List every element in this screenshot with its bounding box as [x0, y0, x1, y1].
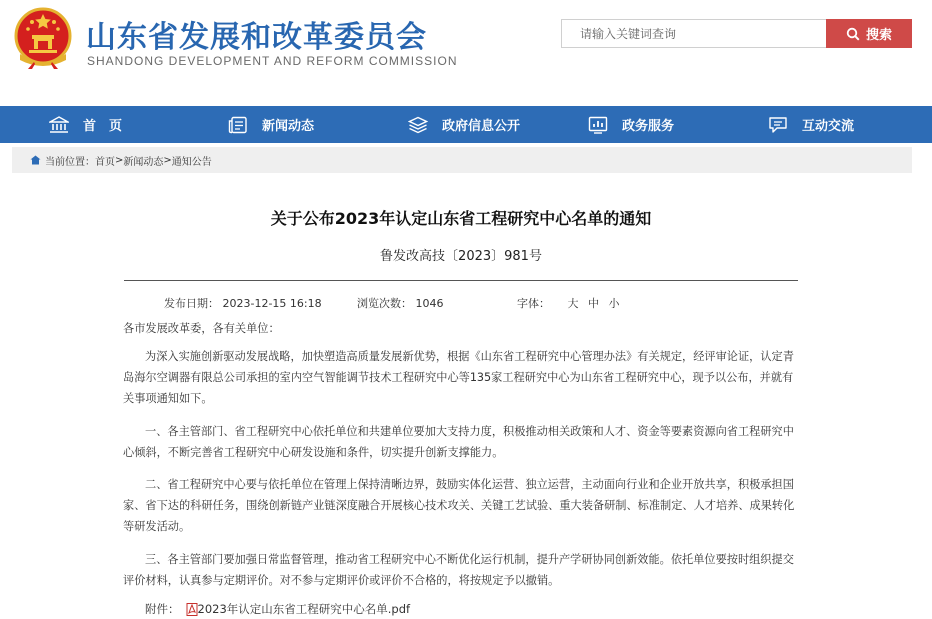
nav-item-services[interactable] — [588, 106, 674, 143]
font-size-small[interactable]: 小 — [608, 297, 620, 310]
doc-number: 鲁发改高技〔2023〕981号 — [380, 249, 542, 264]
font-size-label: 字体： — [517, 297, 550, 310]
layers-icon — [408, 116, 428, 134]
attachment — [145, 601, 410, 617]
main-nav — [0, 106, 932, 143]
view-count — [357, 295, 444, 311]
search-button[interactable] — [826, 19, 912, 48]
breadcrumb-news[interactable]: 新闻动态 — [123, 156, 164, 168]
nav-label-news: 新闻动态 — [262, 119, 315, 134]
article-title: 关于公布2023年认定山东省工程研究中心名单的通知 — [270, 209, 652, 228]
view-count-value: 1046 — [415, 297, 444, 310]
nav-item-home[interactable] — [49, 106, 122, 143]
national-emblem-icon — [12, 6, 74, 70]
home-icon — [30, 155, 41, 165]
breadcrumb-separator: > — [163, 154, 172, 166]
nav-label-home: 首 页 — [83, 119, 123, 134]
site-header — [0, 0, 932, 106]
nav-label-interaction: 互动交流 — [802, 119, 855, 134]
paragraph: 一、各主管部门、省工程研究中心依托单位和共建单位要加大支持力度，积极推动相关政策和人才、资金等要素资源向省工程研究中心倾斜，不断完善省工程研究中心研发设施和条件，切实提升创新支撑能力。 — [123, 425, 794, 459]
pdf-icon — [186, 603, 198, 616]
attachment-link[interactable]: 2023年认定山东省工程研究中心名单.pdf — [197, 602, 411, 616]
search-icon — [846, 27, 860, 41]
publish-date-label: 发布日期： — [164, 297, 219, 310]
publish-date — [164, 295, 322, 311]
font-size-medium[interactable]: 中 — [588, 297, 599, 310]
site-title: 山东省发展和改革委员会 — [86, 20, 427, 55]
chart-icon — [588, 116, 608, 134]
breadcrumb — [12, 147, 912, 173]
nav-label-gov-info: 政府信息公开 — [442, 119, 521, 134]
divider — [124, 280, 798, 281]
breadcrumb-separator: > — [115, 154, 124, 166]
paragraph: 三、各主管部门要加强日常监督管理，推动省工程研究中心不断优化运行机制，提升产学研协同创新效能。依托单位要按时组织提交评价材料，认真参与定期评价。对不参与定期评价或评价不合格的，将按规定予以撤销。 — [123, 553, 794, 587]
paragraph: 为深入实施创新驱动发展战略，加快塑造高质量发展新优势，根据《山东省工程研究中心管理办法》有关规定，经评审论证，认定青岛海尔空调器有限总公司承担的室内空气智能调节技术工程研究中心等135家工程研究中心为山东省工程研究中心，现予以公布，并就有关事项通知如下。 — [123, 350, 794, 405]
nav-item-gov-info[interactable] — [408, 106, 520, 143]
news-icon — [228, 116, 248, 134]
publish-date-value: 2023-12-15 16:18 — [222, 297, 322, 310]
nav-item-news[interactable] — [228, 106, 314, 143]
breadcrumb-prefix: 当前位置： — [45, 156, 95, 168]
paragraph: 二、省工程研究中心要与依托单位在管理上保持清晰边界，鼓励实体化运营、独立运营，主动面向行业和企业开放共享，积极承担国家、省下达的科研任务，围绕创新链产业链深度融合开展核心技术攻关、关键工艺试验、重大装备研制、标准制定、人才培养、成果转化等研发活动。 — [123, 478, 795, 533]
font-size-control — [517, 295, 626, 311]
search-input[interactable] — [561, 19, 827, 48]
attachment-label: 附件： — [145, 602, 180, 616]
site-subtitle: SHANDONG DEVELOPMENT AND REFORM COMMISSION — [87, 54, 458, 68]
nav-label-services: 政务服务 — [622, 119, 675, 134]
chat-icon — [768, 116, 788, 134]
breadcrumb-notices[interactable]: 通知公告 — [171, 156, 212, 168]
nav-item-interaction[interactable] — [768, 106, 854, 143]
home-icon — [49, 116, 69, 134]
view-count-label: 浏览次数： — [357, 297, 412, 310]
breadcrumb-home[interactable]: 首页 — [95, 156, 115, 168]
font-size-large[interactable]: 大 — [567, 297, 579, 310]
search-button-label: 搜索 — [865, 28, 892, 43]
salutation: 各市发展改革委，各有关单位： — [123, 322, 280, 335]
